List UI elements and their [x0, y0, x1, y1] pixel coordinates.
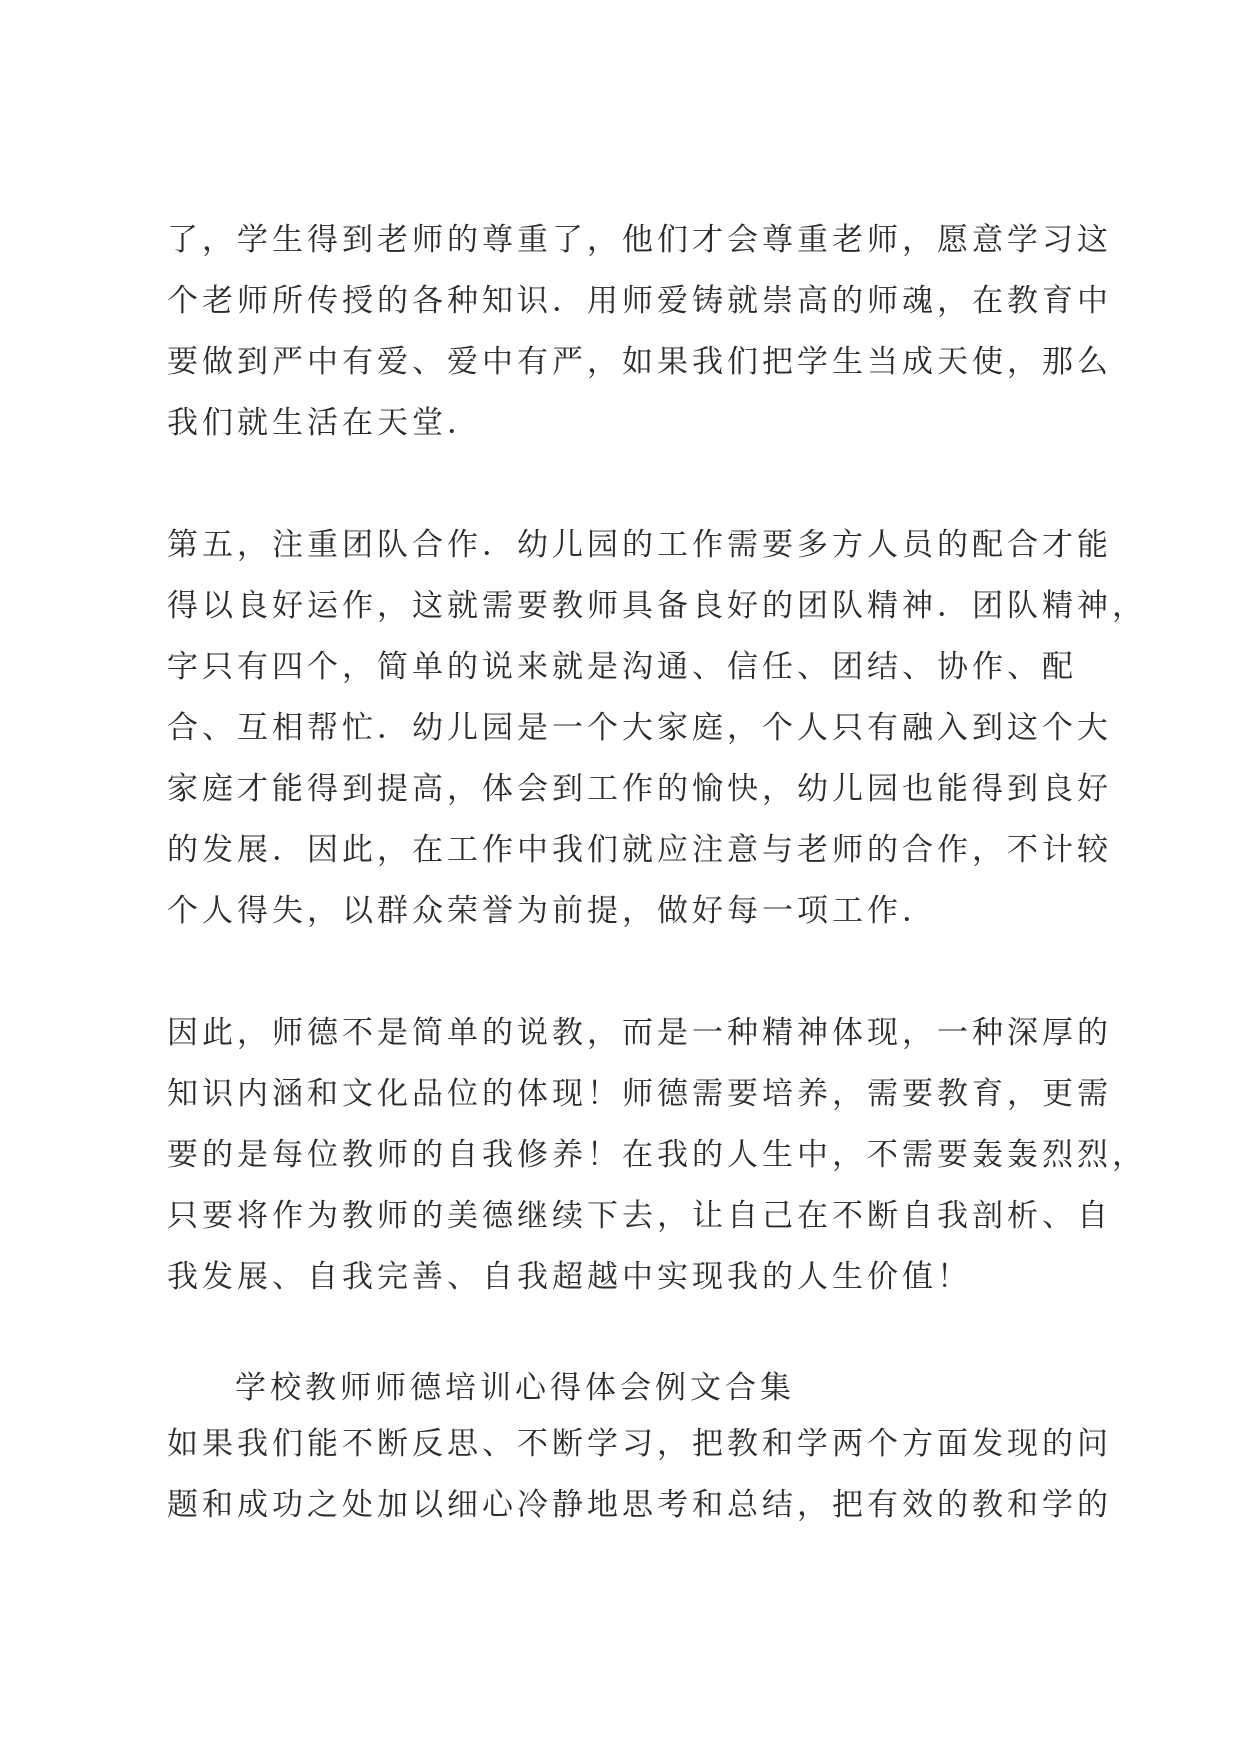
- paragraph-3-line-2: 知识内涵和文化品位的体现！师德需要培养，需要教育，更需: [167, 1076, 1112, 1112]
- paragraph-2-line-1: 第五，注重团队合作．幼儿园的工作需要多方人员的配合才能: [167, 527, 1112, 563]
- paragraph-2-line-4: 合、互相帮忙．幼儿园是一个大家庭，个人只有融入到这个大: [167, 710, 1112, 746]
- paragraph-3-line-3: 要的是每位教师的自我修养！在我的人生中，不需要轰轰烈烈，: [167, 1137, 1147, 1173]
- final-paragraph-line-1: 如果我们能不断反思、不断学习，把教和学两个方面发现的问: [167, 1426, 1112, 1462]
- paragraph-1-line-1: 了，学生得到老师的尊重了，他们才会尊重老师，愿意学习这: [167, 222, 1112, 258]
- paragraph-1-line-2: 个老师所传授的各种知识．用师爱铸就崇高的师魂，在教育中: [167, 283, 1112, 319]
- paragraph-3-line-1: 因此，师德不是简单的说教，而是一种精神体现，一种深厚的: [167, 1015, 1112, 1051]
- paragraph-2-line-2: 得以良好运作，这就需要教师具备良好的团队精神．团队精神，: [167, 588, 1147, 624]
- paragraph-2-line-3: 字只有四个，简单的说来就是沟通、信任、团结、协作、配: [167, 649, 1077, 685]
- paragraph-2-line-6: 的发展．因此，在工作中我们就应注意与老师的合作，不计较: [167, 832, 1112, 868]
- paragraph-3-line-4: 只要将作为教师的美德继续下去，让自己在不断自我剖析、自: [167, 1198, 1112, 1234]
- paragraph-3-line-5: 我发展、自我完善、自我超越中实现我的人生价值！: [167, 1259, 972, 1295]
- paragraph-1-line-3: 要做到严中有爱、爱中有严，如果我们把学生当成天使，那么: [167, 344, 1112, 380]
- section-title: 学校教师师德培训心得体会例文合集: [235, 1370, 795, 1406]
- final-paragraph-line-2: 题和成功之处加以细心冷静地思考和总结，把有效的教和学的: [167, 1487, 1112, 1523]
- paragraph-2-line-5: 家庭才能得到提高，体会到工作的愉快，幼儿园也能得到良好: [167, 771, 1112, 807]
- paragraph-1-line-4: 我们就生活在天堂．: [167, 405, 482, 441]
- paragraph-2-line-7: 个人得失，以群众荣誉为前提，做好每一项工作．: [167, 893, 937, 929]
